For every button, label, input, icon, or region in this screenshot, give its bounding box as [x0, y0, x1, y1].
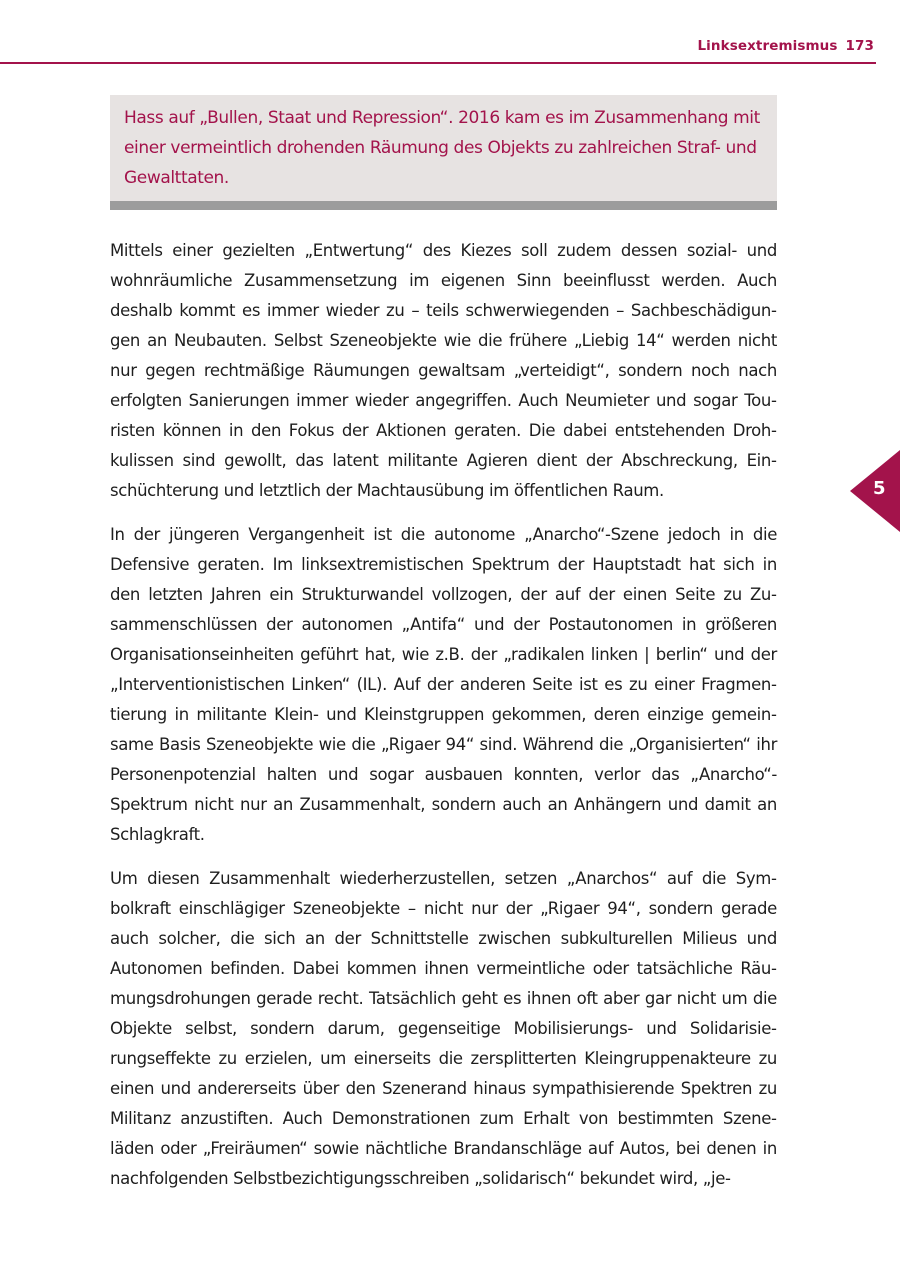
callout-text: Hass auf „Bullen, Staat und Repression“. 2016 kam es im Zusammenhang mit einer vermeintlich drohenden Räumung des Objekts zu zahlreichen Straf- und Gewalttaten. — [124, 108, 760, 188]
header-rule — [0, 62, 876, 64]
paragraph-2: In der jüngeren Vergangenheit ist die autonome „Anarcho“-Szene jedoch in die Defensive geraten. Im linksextremistischen Spektrum der Hauptstadt hat sich in den letzten Jahren ein Strukturwandel vollzogen, der auf der einen Seite zu Zusammenschlüssen der autonomen „Antifa“ und der Postautonomen in größeren Organisationseinheiten geführt hat, wie z.B. der „radikalen linken | berlin“ und der „Interventionistischen Linken“ (IL). Auf der anderen Seite ist es zu einer Fragmentierung in militante Klein- und Kleinstgruppen gekommen, deren einzige gemeinsame Basis Szeneobjekte wie die „Rigaer 94“ sind. Während die „Organisierten“ ihr Personenpotenzial halten und sogar ausbauen konnten, verlor das „Anarcho“-Spektrum nicht nur an Zusammenhalt, sondern auch an Anhängern und damit an Schlagkraft. — [110, 525, 777, 844]
chapter-number: 5 — [873, 478, 886, 499]
body-text — [110, 236, 777, 1208]
page-number: 173 — [845, 38, 874, 54]
running-header — [697, 38, 874, 54]
chapter-tab — [850, 450, 900, 532]
paragraph-3: Um diesen Zusammenhalt wiederherzustellen, setzen „Anarchos“ auf die Symbolkraft einschlägiger Szeneobjekte – nicht nur der „Rigaer 94“, sondern gerade auch solcher, die sich an der Schnittstelle zwischen subkulturellen Milieus und Autonomen befinden. Dabei kommen ihnen vermeintliche oder tatsächliche Räumungsdrohungen gerade recht. Tatsächlich geht es ihnen oft aber gar nicht um die Objekte selbst, sondern darum, gegenseitige Mobilisierungs- und Solidarisierungseffekte zu erzielen, um einerseits die zersplitterten Kleingruppenakteure zu einen und andererseits über den Szenerand hinaus sympathisierende Spektren zu Militanz anzustiften. Auch Demonstrationen zum Erhalt von bestimmten Szeneläden oder „Freiräumen“ sowie nächtliche Brandanschläge auf Autos, bei denen in nachfolgenden Selbstbezichtigungsschreiben „solidarisch“ bekundet wird, „je- — [110, 869, 777, 1188]
paragraph-1: Mittels einer gezielten „Entwertung“ des Kiezes soll zudem dessen sozial- und wohnräumliche Zusammensetzung im eigenen Sinn beeinflusst werden. Auch deshalb kommt es immer wieder zu – teils schwerwiegenden – Sachbeschädigungen an Neubauten. Selbst Szeneobjekte wie die frühere „Liebig 14“ werden nicht nur gegen rechtmäßige Räumungen gewaltsam „verteidigt“, sondern noch nach erfolgten Sanierungen immer wieder angegriffen. Auch Neumieter und sogar Touristen können in den Fokus der Aktionen geraten. Die dabei entstehenden Drohkulissen sind gewollt, das latent militante Agieren dient der Abschreckung, Einschüchterung und letztlich der Machtausübung im öffentlichen Raum. — [110, 241, 777, 500]
callout-box — [110, 95, 777, 210]
section-title: Linksextremismus — [697, 38, 838, 54]
